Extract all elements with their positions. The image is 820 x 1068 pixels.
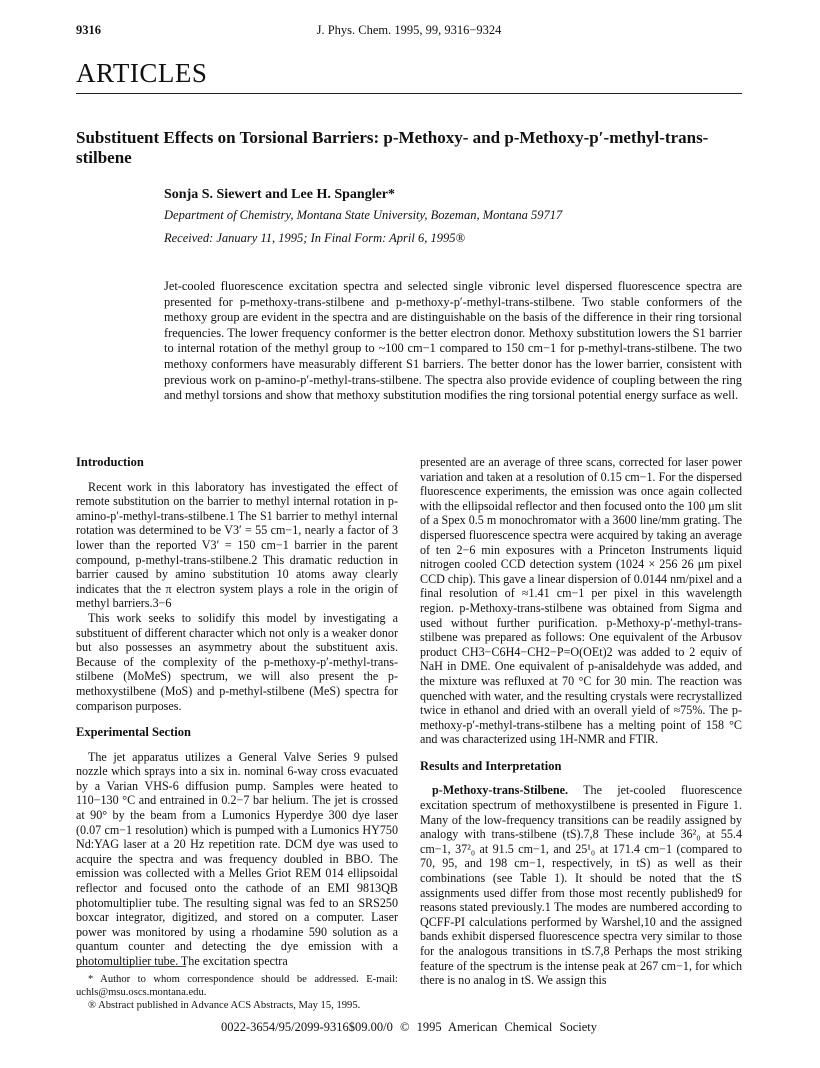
results-paragraph-1: [420, 783, 742, 987]
copyright: © 1995 American Chemical Society: [400, 1020, 597, 1034]
experimental-paragraph-2: presented are an average of three scans, corrected for laser power variation and taken at a resolution of 0.15 cm−1. For the dispersed fluorescence experiments, the emission was once again collected with the ellipsoidal reflector and then focused onto the 100 μm slit of a Spex 0.5 m monochromator with a 3600 line/mm grating. The dispersed fluorescence spectra were acquired by taking an average of ten 2−6 min exposures with a Princeton Instruments liquid nitrogen cooled CCD detection system (1024 × 256 26 μm pixel CCD chip). This gave a linear dispersion of 0.0144 nm/pixel and a final resolution of ≈1.41 cm−1 per pixel in this wavelength region. p-Methoxy-trans-stilbene was obtained from Sigma and used without further purification. p-Methoxy-p′-methyl-trans-stilbene was prepared as follows: One equivalent of the Arbusov product CH3−C6H4−CH2−P=O(OEt)2 was added to 2 equiv of NaH in DME. One equivalent of p-anisaldehyde was added, and the mixture was refluxed at 70 °C for 30 min. The reaction was quenched with water, and the resulting crystals were recrystallized twice in ethanol and dried with an overall yield of ≈75%. The p-methoxy-p′-methyl-trans-stilbene has a melting point of 158 °C and was characterized using 1H-NMR and FTIR.: [420, 455, 742, 747]
running-header: [76, 23, 742, 41]
page-number: 9316: [76, 23, 101, 37]
article-code: 0022-3654/95/2099-9316$09.00/0: [221, 1020, 393, 1034]
introduction-paragraph-1: Recent work in this laboratory has investigated the effect of remote substitution on the barrier to methyl internal rotation in p-amino-p′-methyl-trans-stilbene.1 The S1 barrier to methyl internal rotation was determined to be V3′ = 55 cm−1, nearly a factor of 3 lower than the reported V3′ = 150 cm−1 barrier in the parent compound, p-methyl-trans-stilbene.2 This dramatic reduction in barrier caused by amino substitution 10 atoms away clearly indicates that the π electron system plays a role in the origin of methyl barriers.3−6: [76, 479, 398, 611]
footnotes: [76, 966, 398, 1012]
page-footer: [76, 1020, 742, 1035]
section-rule: [76, 93, 742, 94]
footnote-correspondence: * Author to whom correspondence should be addressed. E-mail: uchls@msu.oscs.montana.edu.: [76, 974, 398, 998]
author-affiliation: Department of Chemistry, Montana State University, Bozeman, Montana 59717: [164, 208, 563, 222]
introduction-paragraph-2: This work seeks to solidify this model by investigating a substituent of different character which not only is a weaker donor but also possesses an asymmetry about the substituent axis. Because of the complexity of the p-methoxy-p′-methyl-trans-stilbene (MoMeS) spectrum, we will also present the p-methoxystilbene (MoS) and p-methyl-stilbene (MeS) spectra for comparison purposes.: [76, 610, 398, 713]
journal-reference: J. Phys. Chem. 1995, 99, 9316−9324: [316, 23, 502, 37]
right-column: [420, 455, 742, 988]
footnote-rule: [76, 966, 186, 967]
section-title: ARTICLES: [76, 58, 208, 88]
article-title: Substituent Effects on Torsional Barriers: p-Methoxy- and p-Methoxy-p′-methyl-trans-stilbene: [76, 128, 709, 167]
footnote-abstract-published: ® Abstract published in Advance ACS Abstracts, May 15, 1995.: [88, 1000, 361, 1011]
results-subheading: p-Methoxy-trans-Stilbene.: [432, 783, 569, 798]
received-dates: Received: January 11, 1995; In Final Form: April 6, 1995®: [164, 231, 465, 245]
results-text: The jet-cooled fluorescence excitation spectrum of methoxystilbene is presented in Figure 1. Many of the low-frequency transitions can be readily assigned by analogy with trans-stilbene (tS).7,8 These include 36²₀ at 55.4 cm−1, 37²₀ at 91.5 cm−1, and 25¹₀ at 171.4 cm−1 (compared to 70, 95, and 198 cm−1, respectively, in tS) as well as their combinations (see Table 1). It should be noted that the tS assignments used differ from those most recently published9 for reasons stated previously.1 The modes are numbered according to QCFF-PI calculations performed by Warshel,10 and the assigned bands exhibit dispersed fluorescence spectra very similar to those for the analogous transitions in tS.7,8 Perhaps the most striking feature of the spectrum is the intense peak at 267 cm−1, for which there is no analog in tS. We assign this: [420, 783, 742, 988]
experimental-paragraph-1: The jet apparatus utilizes a General Valve Series 9 pulsed nozzle which sprays into a six in. nominal 6-way cross evacuated by a Varian VHS-6 diffusion pump. Samples were heated to 110−130 °C and entrained in 0.2−7 bar helium. The jet is crossed at 90° by the beam from a Lumonics Hyperdye 300 dye laser (0.07 cm−1 resolution) which is pumped with a Lumonics HY750 Nd:YAG laser at a 20 Hz repetition rate. DCM dye was used to acquire the spectra and was frequency doubled in BBO. The emission was collected with a Melles Griot REM 014 ellipsoidal reflector and focused onto the cathode of an EMI 9813QB photomultiplier tube. The resulting signal was fed to an SRS250 boxcar integrator, digitized, and stored on a computer. Laser power was monitored by using a rhodamine 590 solution as a quantum counter and detecting the dye emission with a photomultiplier tube. The excitation spectra: [76, 749, 398, 968]
abstract: Jet-cooled fluorescence excitation spectra and selected single vibronic level dispersed fluorescence spectra are presented for p-methoxy-trans-stilbene and p-methoxy-p′-methyl-trans-stilbene. Two stable conformers of the methoxy group are evident in the spectra and are distinguishable on the basis of the difference in their ring torsional frequencies. The lower frequency conformer is the better electron donor. Methoxy substitution lowers the S1 barrier to internal rotation of the methyl group to ~100 cm−1 compared to 150 cm−1 for p-methyl-trans-stilbene. The two methoxy conformers have measurably different S1 barriers. The better donor has the lower barrier, consistent with previous work on p-amino-p′-methyl-trans-stilbene. The spectra also provide evidence of coupling between the ring and methyl torsions and show that methoxy substitution modifies the ring torsional potential energy surface as well.: [164, 279, 742, 403]
experimental-heading: Experimental Section: [76, 725, 191, 740]
results-heading: Results and Interpretation: [420, 758, 562, 773]
left-column: [76, 455, 398, 969]
article-authors: Sonja S. Siewert and Lee H. Spangler*: [164, 187, 396, 202]
introduction-heading: Introduction: [76, 455, 144, 469]
